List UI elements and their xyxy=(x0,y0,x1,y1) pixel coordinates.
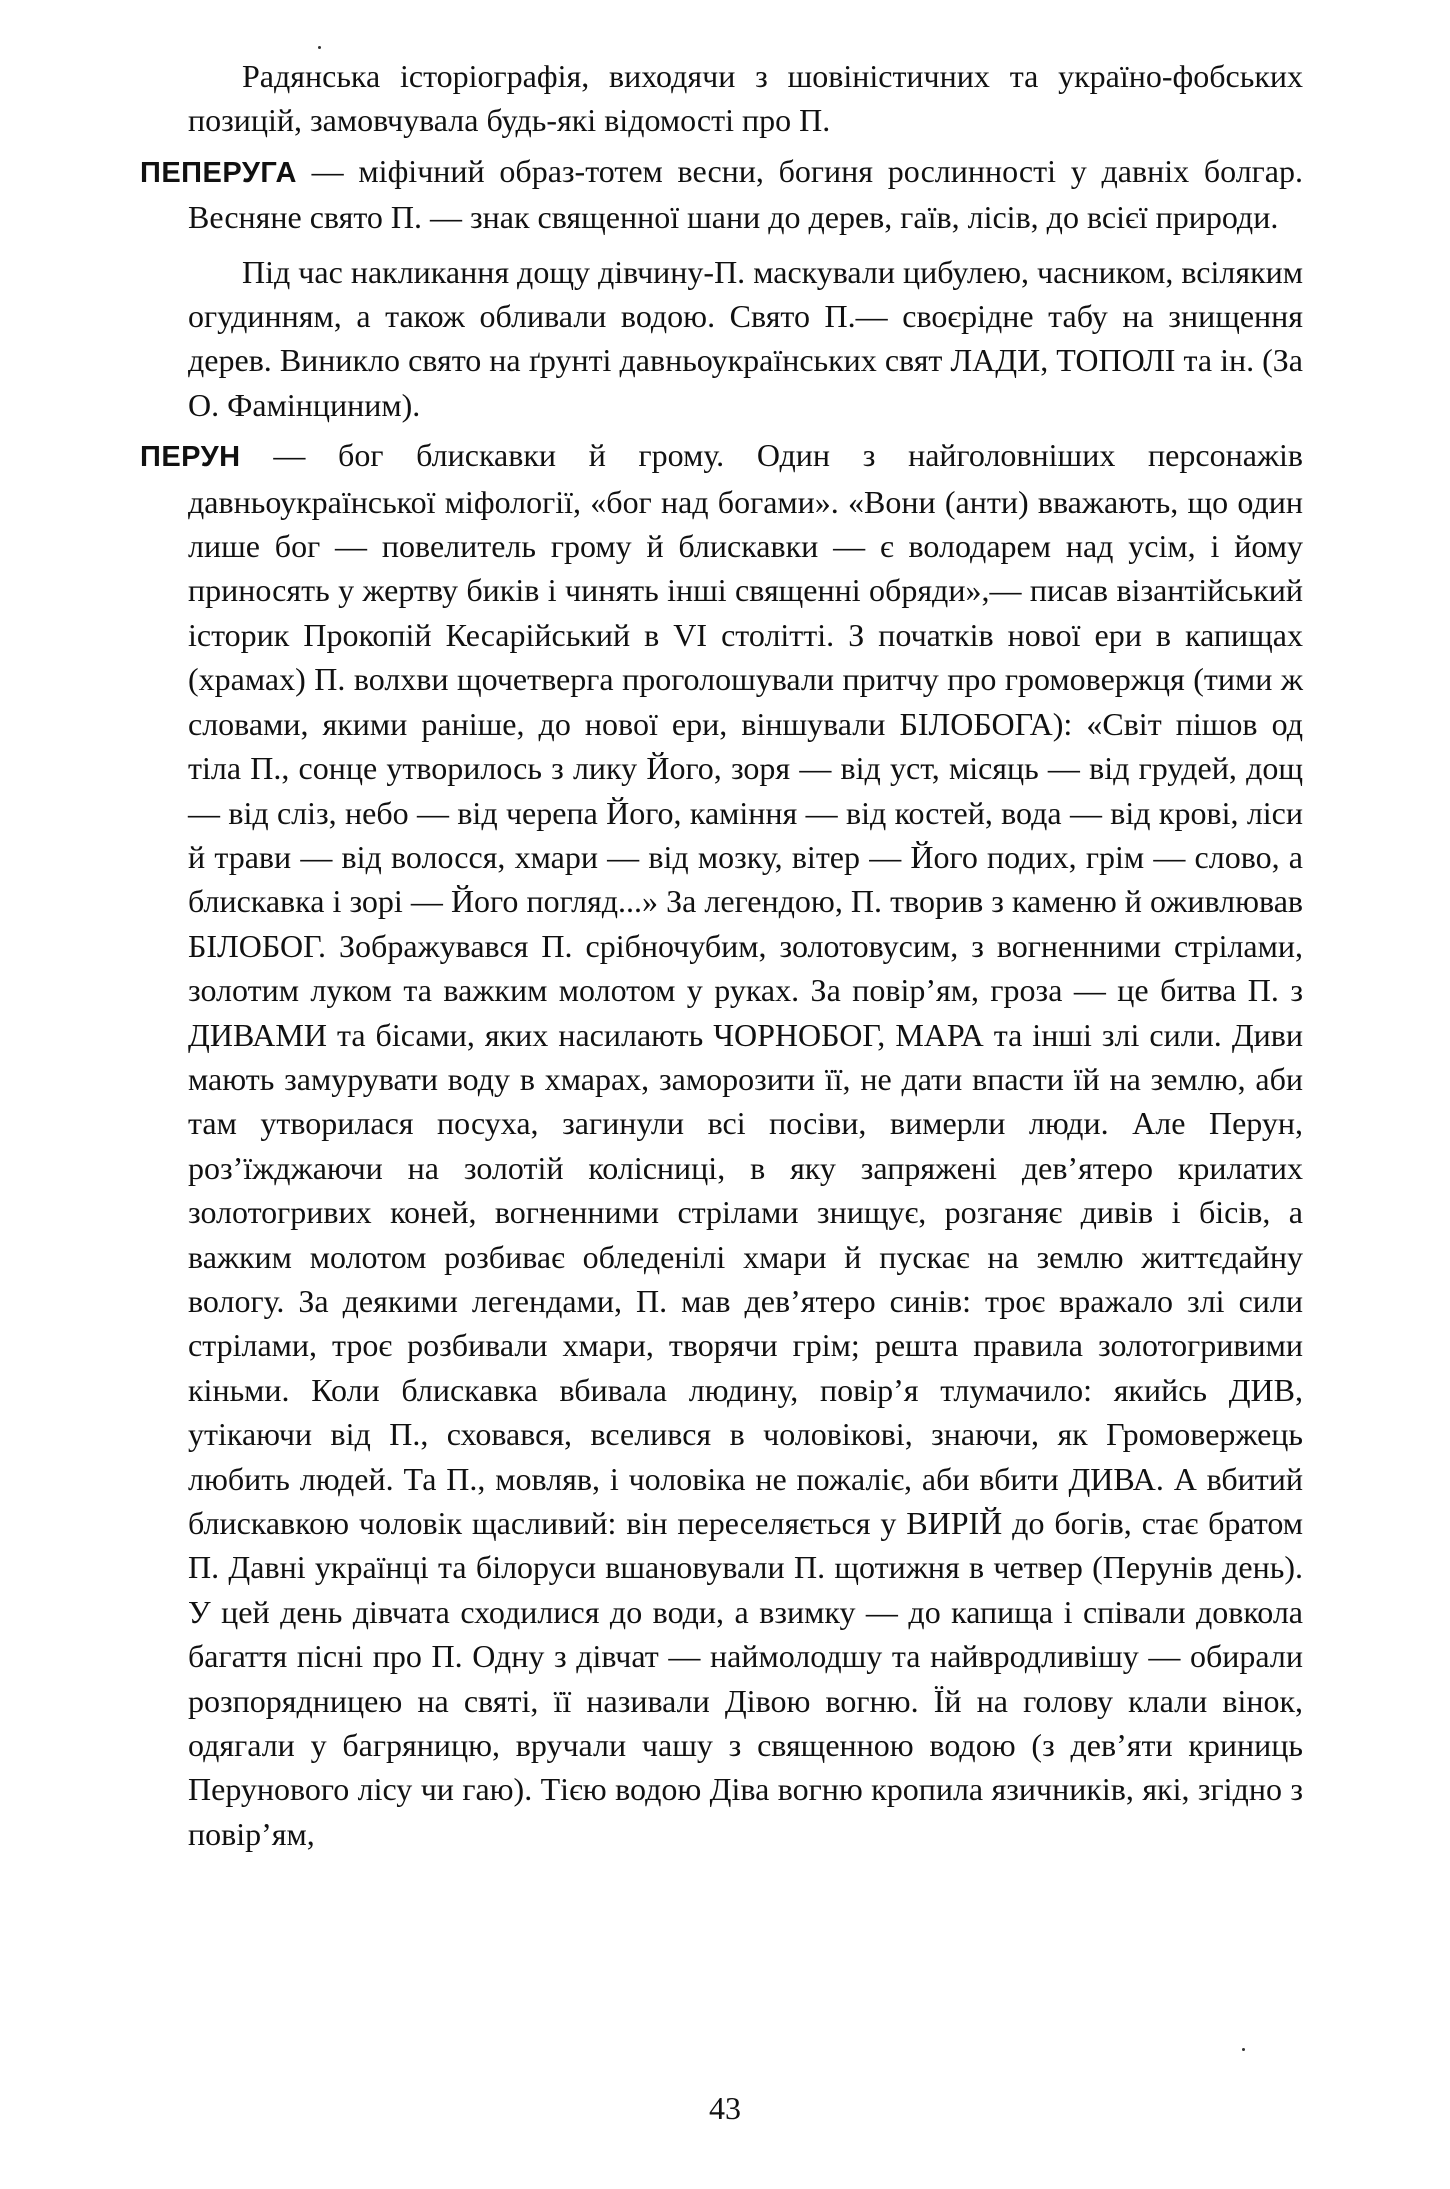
entry-headword: ПЕПЕРУГА xyxy=(140,156,297,189)
intro-paragraph: Радянська історіографія, виходячи з шовіністичних та україно-фобських позицій, замовчувала будь-які відомості про П. xyxy=(188,58,1303,139)
entry-headword: ПЕРУН xyxy=(140,441,241,474)
scan-speck xyxy=(318,46,321,49)
entry-peperuga xyxy=(140,149,1303,240)
entry-perun xyxy=(140,433,1303,1856)
entry-paragraph: Під час накликання дощу дівчину-П. маскували цибулею, часником, всіляким огудинням, а також обливали водою. Свято П.— своєрідне табу на знищення дерев. Виникло свято на ґрунті давньоукраїнських свят ЛАДИ, ТОПОЛІ та ін. (За О. Фамінциним). xyxy=(188,253,1303,423)
page-number: 43 xyxy=(709,2090,741,2126)
entry-definition: — міфічний образ-тотем весни, богиня рослинності у давніх болгар. Весняне свято П. — знак священної шани до дерев, гаїв, лісів, до всієї природи. xyxy=(188,152,1303,236)
entry-definition: — бог блискавки й грому. Один з найголовніших персонажів давньоукраїнської міфології, «бог над богами». «Вони (анти) вважають, що один лише бог — повелитель грому й блискавки — є володарем над усім, і йому приносять у жертву биків і чинять інші священні обряди»,— писав візантійський історик Прокопій Кесарійський в VI столітті. З початків нової ери в капищах (храмах) П. волхви щочетверга проголошували притчу про громовержця (тими ж словами, якими раніше, до нової ери, віншували БІЛОБОГА): «Світ пішов од тіла П., сонце утворилось з лику Його, зоря — від уст, місяць — від грудей, дощ — від сліз, небо — від черепа Його, каміння — від костей, вода — від крові, ліси й трави — від волосся, хмари — від мозку, вітер — Його подих, грім — слово, а блискавка і зорі — Його погляд...» За легендою, П. творив з каменю й оживлював БІЛОБОГ. Зображувався П. срібночубим, золотовусим, з вогненними стрілами, золотим луком та важким молотом у руках. За повір’ям, гроза — це битва П. з ДИВАМИ та бісами, яких насилають ЧОРНОБОГ, МАРА та інші злі сили. Диви мають замурувати воду в хмарах, заморозити її, не дати впасти їй на землю, аби там утворилася посуха, загинули всі посіви, вимерли люди. Але Перун, роз’їжджаючи на золотій колісниці, в яку запряжені дев’ятеро крилатих золотогривих коней, вогненними стрілами знищує, розганяє дивів і бісів, а важким молотом розбиває обледенілі хмари й пускає на землю життєдайну вологу. За деякими легендами, П. мав дев’ятеро синів: троє вражало злі сили стрілами, троє розбивали хмари, творячи грім; решта правила золотогривими кіньми. Коли блискавка вбивала людину, повір’я тлумачило: якийсь ДИВ, утікаючи від П., сховався, вселився в чоловікові, знаючи, як Громовержець любить людей. Та П., мовляв, і чоловіка не пожаліє, аби вбити ДИВА. А вбитий блискавкою чоловік щасливий: він переселяється у ВИРІЙ до богів, стає братом П. Давні українці та білоруси вшановували П. щотижня в четвер (Перунів день). У цей день дівчата сходилися до води, а взимку — до капища і співали довкола багаття пісні про П. Одну з дівчат — наймолодшу та найвродливішу — обирали розпорядницею на святі, її називали Дівою вогню. Їй на голову клали вінок, одягали у багряницю, вручали чашу з священною водою (з дев’яти криниць Перунового лісу чи гаю). Тією водою Діва вогню кропила язичників, які, згідно з повір’ям, xyxy=(188,437,1303,1852)
page-body xyxy=(140,54,1303,1856)
scan-speck xyxy=(1242,2048,1245,2051)
